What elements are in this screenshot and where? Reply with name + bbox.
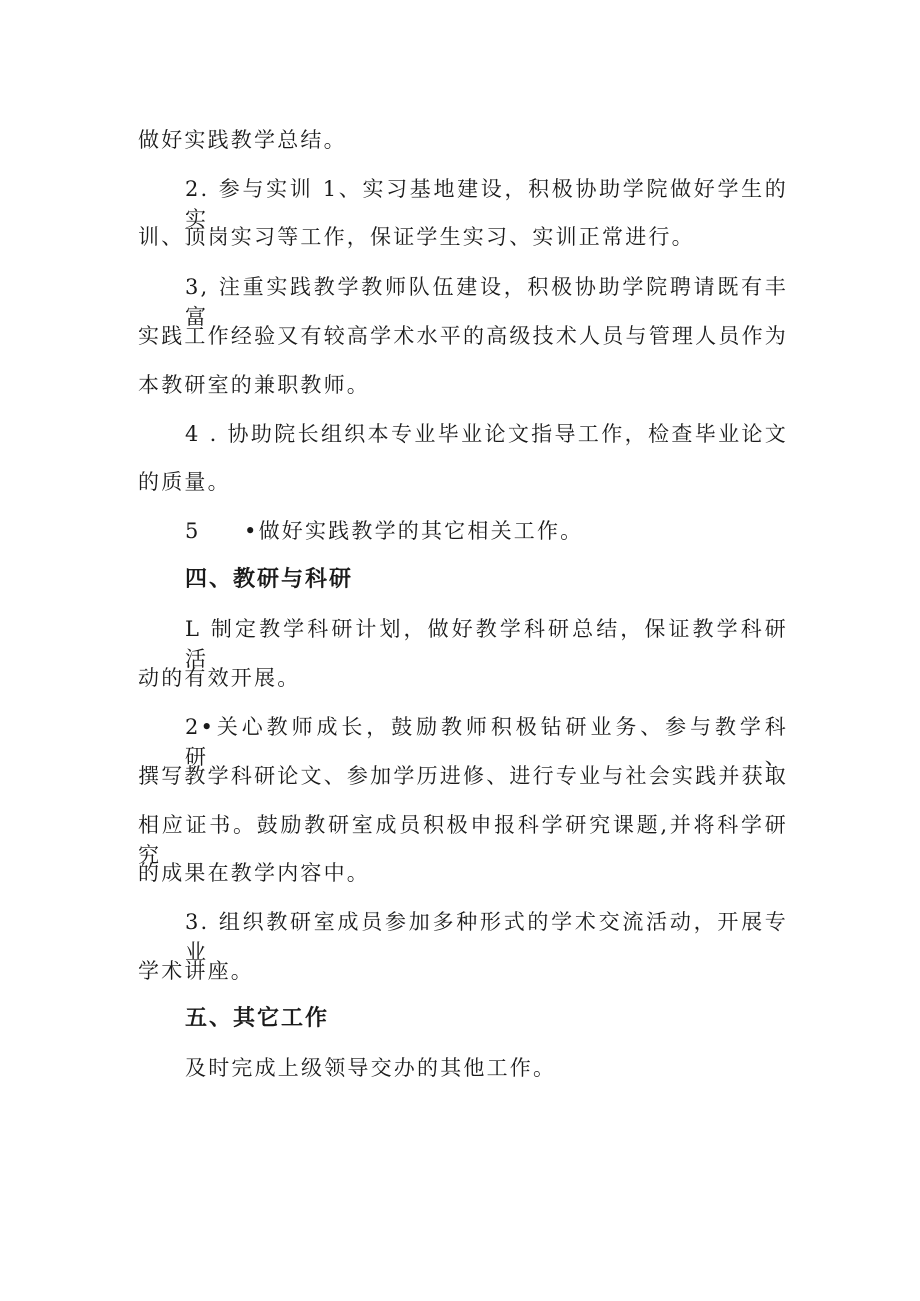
paragraph-line: 做好实践教学总结。 (138, 128, 347, 152)
paragraph-line: L 制定教学科研计划，做好教学科研总结，保证教学科研活 (185, 617, 788, 671)
list-number: 5 (185, 519, 199, 543)
paragraph-line: •做好实践教学的其它相关工作。 (244, 519, 584, 543)
paragraph-line: 训、顶岗实习等工作，保证学生实习、实训正常进行。 (138, 225, 695, 249)
paragraph-line: 本教研室的兼职教师。 (138, 373, 370, 397)
paragraph-line: 的质量。 (138, 470, 231, 494)
section-heading-research: 四、教研与科研 (185, 567, 354, 592)
paragraph-line: 2•关心教师成长，鼓励教师积极钻研业务、参与教学科研、 (185, 715, 788, 769)
paragraph-line: 撰写教学科研论文、参加学历进修、进行专业与社会实践并获取 (138, 764, 788, 788)
paragraph-line: 相应证书。鼓励教研室成员积极申报科学研究课题,并将科学研究 (138, 813, 788, 867)
paragraph-line: 3. 组织教研室成员参加多种形式的学术交流活动，开展专业 (185, 910, 788, 964)
paragraph-line: 4 . 协助院长组织本专业毕业论文指导工作，检查毕业论文 (185, 422, 788, 446)
paragraph-line: 动的有效开展。 (138, 666, 301, 690)
paragraph-line: 及时完成上级领导交办的其他工作。 (185, 1056, 557, 1080)
paragraph-line: 的成果在教学内容中。 (138, 861, 370, 885)
paragraph-line: 3, 注重实践教学教师队伍建设，积极协助学院聘请既有丰富 (185, 275, 788, 329)
paragraph-line: 2. 参与实训 1、实习基地建设，积极协助学院做好学生的实 (185, 177, 788, 231)
section-heading-other: 五、其它工作 (185, 1006, 330, 1031)
paragraph-line: 实践工作经验又有较高学术水平的高级技术人员与管理人员作为 (138, 324, 788, 348)
paragraph-line: 学术讲座。 (138, 959, 254, 983)
